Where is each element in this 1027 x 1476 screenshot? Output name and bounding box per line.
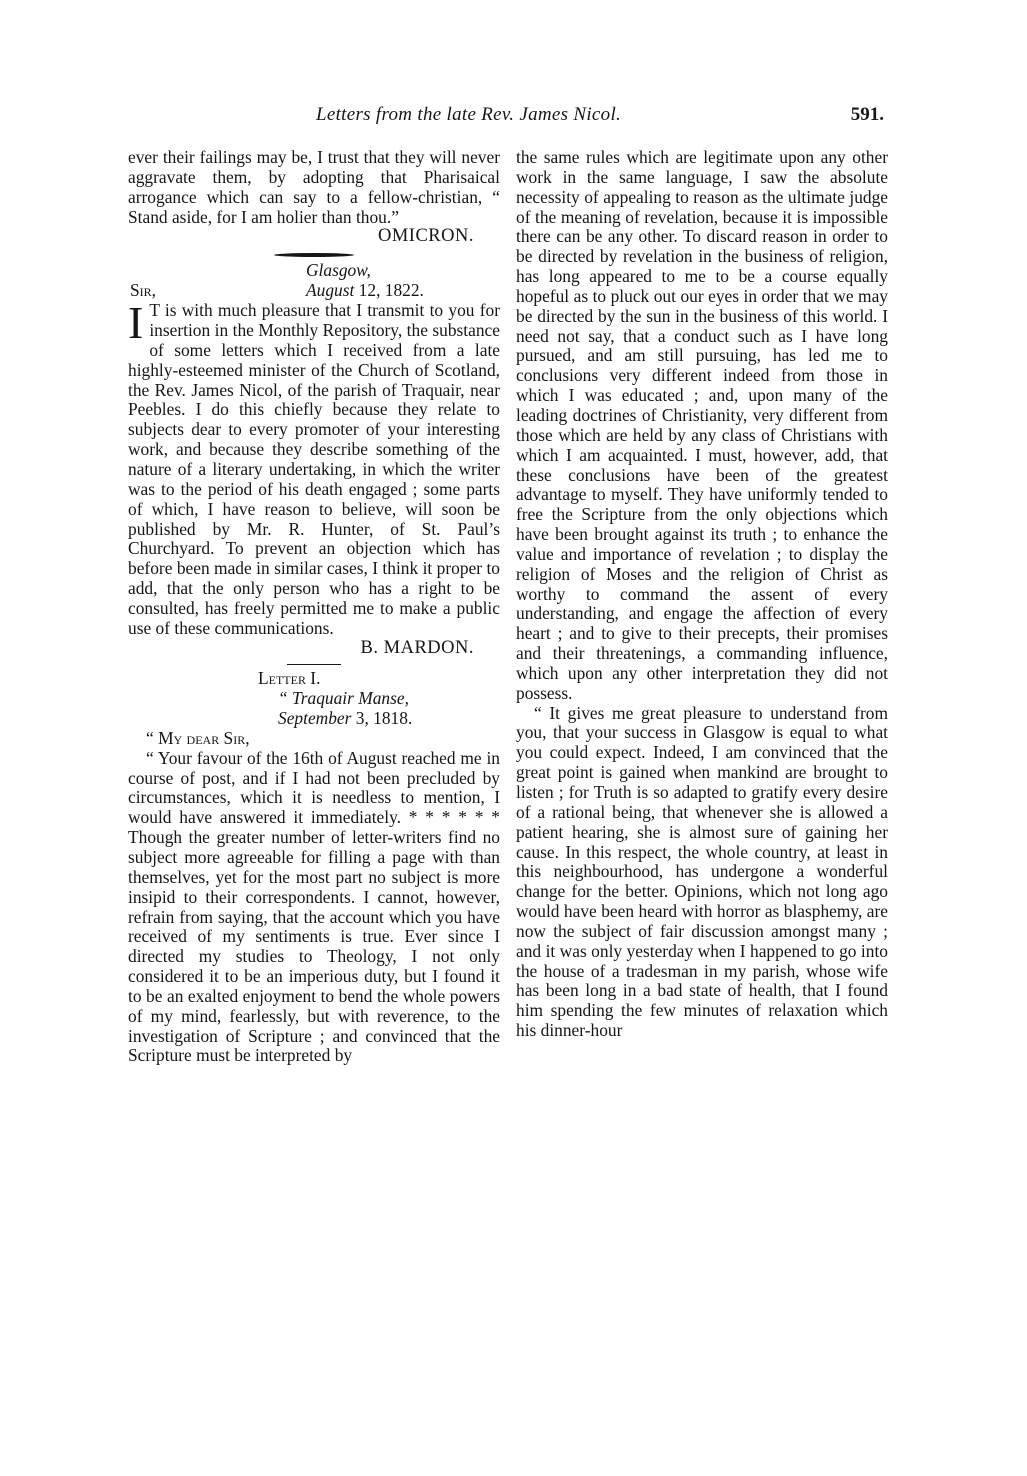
intro-paragraph <box>128 297 500 638</box>
dateline-day-year: 12, 1822. <box>358 280 424 301</box>
running-header <box>128 100 888 134</box>
dateline-salutation: Sir, <box>130 280 157 301</box>
signature-omicron: OMICRON. <box>378 226 474 247</box>
section-divider <box>274 253 354 257</box>
page-number: 591. <box>850 104 884 125</box>
letter-paragraph-2: “ It gives me great pleasure to understand from you, that your success in Glasgow is equal to what you could expect. Indeed, I am convinced that the great point is gained when mankind are brought to listen ; for Truth is so adapted to gratify every desire of a rational being, that whenever she is allowed a patient hearing, she is almost sure of gaining her cause. In this respect, the whole country, at least in this neighbourhood, has undergone a wonderful change for the better. Opinions, which not long ago would have been heard with horror as blasphemy, are now the subject of fair discussion amongst many ; and it was only yesterday when I happened to go into the house of a tradesman in my parish, whose wife has been long in a bad state of health, that I found him spending the few minutes of relaxation which his dinner-hour <box>516 702 888 1041</box>
dateline <box>128 261 500 301</box>
letter-month: September <box>278 708 352 729</box>
letter-paragraph-1-continued: the same rules which are legitimate upon any other work in the same language, I saw the absolute necessity of appealing to reason as the ultimate judge of the meaning of revelation, because it is impossible there can be any other. To discard reason in order to be directed by revelation in the business of religion, has long appeared to me to be a course equally hopeful as to pluck out our eyes in order that we may be directed by the sun in the business of this world. I need not say, that a conduct such as I have long pursued, and am still pursuing, has led me to conclusions very different indeed from those in which I was educated ; and, upon many of the leading doctrines of Christianity, very different from those which are held by any class of Christians with which I am acquainted. I must, however, add, that these conclusions have been of the greatest advantage to myself. They have uniformly tended to free the Scripture from the only objections which have been brought against its truth ; to enhance the value and importance of revelation ; to display the religion of Moses and the religion of Christ as worthy to command the assent of every understanding, and engage the affection of every heart ; and to give to their precepts, their promises and their threatenings, a commanding influence, which upon any other interpretation they did not possess. <box>516 147 888 703</box>
letter-salutation: “ My dear Sir, <box>146 727 250 748</box>
letter-divider <box>287 664 341 665</box>
running-title: Letters from the late Rev. James Nicol. <box>316 104 622 125</box>
drop-cap: I <box>128 297 144 349</box>
dateline-date <box>306 281 424 301</box>
signature-mardon: B. MARDON. <box>360 637 474 658</box>
letter-paragraph-1: “ Your favour of the 16th of August reached me in course of post, and if I had not been precluded by circumstances, which it is needless to mention, I would have answered it immediately. * * * * * * Though the greater number of letter-writers find no subject more agreeable for filling a page with than themselves, yet for the most part no subject is more insipid to their correspondents. I cannot, however, refrain from saying, that the account which you have received of my sentiments is true. Ever since I directed my studies to Theology, I not only considered it to be an imperious duty, but I found it to be an exalted enjoyment to bend the whole powers of my mind, fearlessly, but with reverence, to the investigation of Scripture ; and convinced that the Scripture must be interpreted by <box>128 747 500 1066</box>
letter-day-year: 3, 1818. <box>355 708 413 729</box>
intro-text: T is with much pleasure that I transmit to you for insertion in the Monthly Repository, the substance of some letters which I received from a late highly-esteemed minister of the Church of Scotland, the Rev. James Nicol, of the parish of Traquair, near Peebles. I do this chiefly because they relate to subjects dear to every promoter of your interesting work, and because they describe something of the nature of a literary undertaking, in which the writer was to the period of his death engaged ; some parts of which, I have reason to believe, will soon be published by Mr. R. Hunter, of St. Paul’s Churchyard. To prevent an objection which has before been made in similar cases, I think it proper to add, that the only person who has a right to be consulted, has freely permitted me to make a public use of these communications. <box>128 300 500 638</box>
left-column <box>128 148 500 1066</box>
letter-heading: Letter I. <box>258 668 321 689</box>
dateline-place: Glasgow, <box>306 260 371 281</box>
letter-place: “ Traquair Manse, <box>278 688 409 709</box>
omicron-letter-ending: ever their failings may be, I trust that they will never aggravate them, by adopting that Pharisaical arrogance which can say to a fellow-christian, “ Stand aside, for I am holier than thou.” <box>128 147 500 227</box>
letter-date <box>278 709 500 729</box>
right-column <box>516 148 888 1041</box>
dateline-month: August <box>306 280 355 301</box>
